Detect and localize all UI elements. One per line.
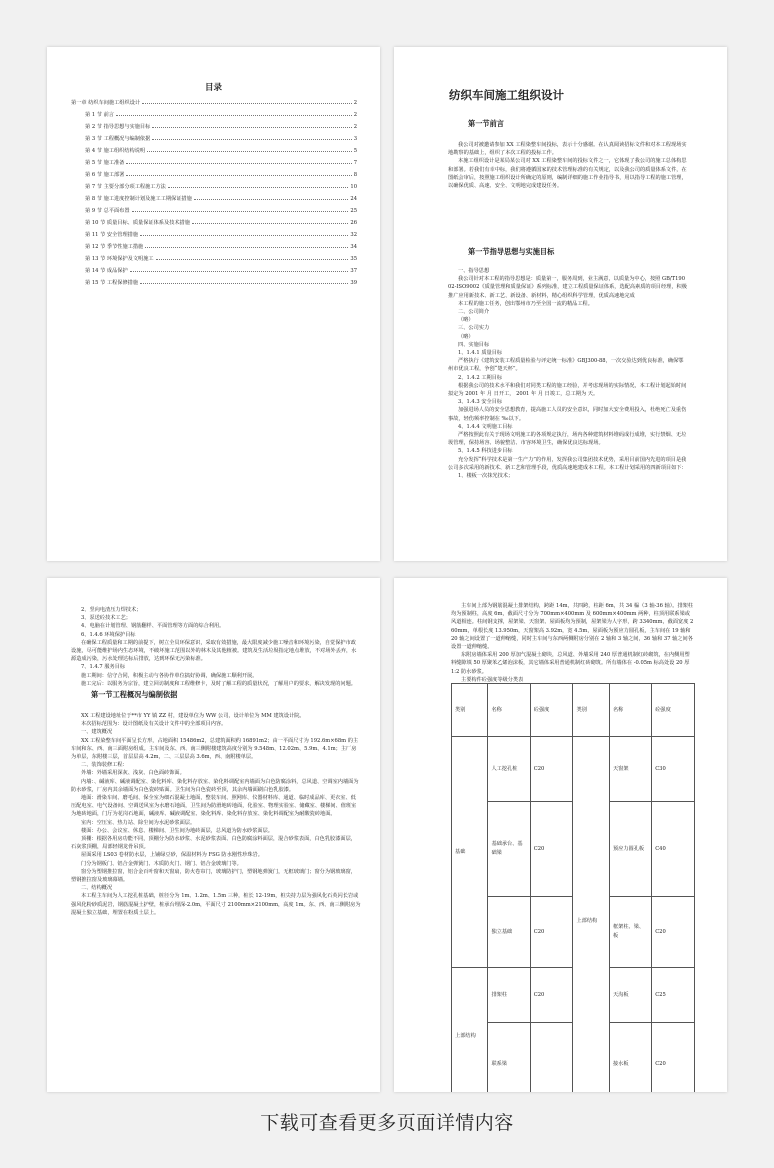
section-title-preface: 第一节前言 bbox=[468, 119, 504, 128]
table-name-cell: 天沟板 bbox=[609, 968, 651, 1023]
toc-entry-page: 39 bbox=[350, 280, 357, 286]
toc-leader-dots bbox=[116, 115, 352, 116]
table-grade-cell: C25 bbox=[652, 968, 695, 1023]
toc-leader-dots bbox=[132, 211, 349, 212]
paragraph: 6、1.4.6 环境保护目标 bbox=[81, 631, 136, 638]
toc-entry-page: 10 bbox=[350, 184, 357, 190]
toc-entry-label: 第一章 纺织车间施工组织设计 bbox=[71, 100, 141, 106]
table-name-cell: 基础承台、基础梁 bbox=[488, 802, 530, 897]
toc-entry-page: 34 bbox=[350, 244, 357, 250]
table-header-cell: 名称 bbox=[609, 684, 651, 737]
table-header-cell: 砼强度 bbox=[530, 684, 573, 737]
paragraph: 施工完后：以服务为宗旨，建立回访制度和工程维修卡，及时了解工程的质量状况，了解用户的要求，解决发现的问题。 bbox=[81, 680, 356, 687]
structure-text bbox=[451, 602, 694, 684]
table-name-cell: 联系梁 bbox=[488, 1023, 530, 1093]
toc-entry[interactable] bbox=[71, 159, 357, 171]
toc-leader-dots bbox=[194, 199, 349, 200]
paragraph: 屋面采用 LS03 卷材防水层，上铺绿豆砂，保温材料为 FSG 防水刚性珍珠岩。 bbox=[81, 852, 263, 859]
paragraph: 内墙：、碱液库、碱液调配室、染化料库、染化料存放室、染化料调配室内墙面为白色防腐涂料，总风道、空调室内墙面为防水砂浆，厂房内其余墙面为白色瓷砖贴面。卫生间为白色瓷砖至顶，其余内墙面刷白色乳胶漆。 bbox=[71, 778, 359, 793]
toc-entry-page: 3 bbox=[353, 136, 357, 142]
toc-entry-label: 第 3 节 工程概况与编制依据 bbox=[85, 136, 151, 142]
toc-leader-dots bbox=[142, 103, 352, 104]
toc-entry[interactable] bbox=[71, 255, 357, 267]
paragraph: 主要构件砼强度等级分类表 bbox=[461, 676, 524, 683]
toc-entry-page: 24 bbox=[350, 196, 357, 202]
toc-entry-page: 5 bbox=[353, 148, 357, 154]
paragraph: 东附房墙体采用 200 厚加气混凝土砌块，总风道、外墙采用 240 厚普通机制红砖砌筑，在内侧用塑料缝隙填 50 厚聚苯乙烯泡沫板，其它墙体采用普通机制红砖砌筑。所有墙体在 -0.05m 标高处设 20 厚 1:2 防水砂浆。 bbox=[451, 652, 690, 675]
toc-entry[interactable] bbox=[71, 207, 357, 219]
paragraph: 我公司针对本工程的指导思想是：质量第一，服务周到，业主满意，以质量为中心，按照 GB/T19002-ISO9002《质量管理和质量保证》系列标准，建立工程质量保证体系，选配高素质的项目经理，积极推广应用新技术、新工艺、新设备、新材料，精心组织科学管理，优质高速地完成 bbox=[448, 276, 687, 299]
toc-entry-label: 第 1 节 前言 bbox=[85, 112, 114, 118]
paragraph: 加强进场人员的安全思想教育，提高施工人员的安全意识，同时加大安全费用投入，杜绝死亡及重伤事故，轻伤频率控制在 ‰以下。 bbox=[448, 407, 687, 422]
toc-entry-page: 2 bbox=[353, 124, 357, 130]
paragraph: 外墙：外墙采用深灰、浅灰、白色面砖饰面。 bbox=[81, 770, 185, 777]
table-header-cell: 砼强度 bbox=[652, 684, 695, 737]
overview-text bbox=[71, 712, 361, 917]
paragraph: （略） bbox=[458, 317, 474, 324]
toc-entry[interactable] bbox=[71, 219, 357, 231]
paragraph: 在确保工程质量和工期的前提下，树立全员环保意识，采取有效措施，最大限度减少施工噪音和环境污染，自觉保护市政设施，尽可能维护场内生态环境，不破坏施工范围以外的林木及其他植被。建筑及生活垃圾指定地点堆放，不对场外丢弃，水源造成污染，污水处理达标后排放，达到环保无污染标准。 bbox=[71, 639, 357, 663]
paragraph: 5、1.4.5 科技进步目标 bbox=[458, 448, 513, 455]
table-grade-cell: C20 bbox=[530, 897, 573, 968]
paragraph: 四、实施目标 bbox=[458, 341, 490, 348]
toc-entry-label: 第 15 节 工程保修措施 bbox=[85, 280, 139, 286]
paragraph: 4、1.4.4 文明施工目标 bbox=[458, 423, 513, 430]
table-header-cell: 类别 bbox=[452, 684, 488, 737]
paragraph: 门分为钢板门、铝合金弹簧门、木质防火门、钢门、铝合金玻璃门等。 bbox=[81, 860, 242, 867]
table-category-cell: 上部结构 bbox=[573, 737, 609, 1093]
table-grade-cell: C20 bbox=[530, 802, 573, 897]
toc-entry[interactable] bbox=[71, 183, 357, 195]
toc-entry[interactable] bbox=[71, 111, 357, 123]
paragraph: 本工程主车间为人工挖孔桩基础，桩径分为 1m、1.2m、1.5m 三种，桩长 12-19m，桩尖持力层为强风化石英闪长岩或强风化粉砂质泥岩，钢筋混凝土护壁，桩承台埋深-2.0m，平面尺寸 2100mm×2100mm，高度 1m。东、西、南三侧附房为混凝土独立基础，埋置在粉质土层上。 bbox=[71, 893, 361, 916]
toc-entry-label: 第 7 节 主要分部分项工程施工方法 bbox=[85, 184, 166, 190]
paragraph: 一、指导思想 bbox=[458, 268, 490, 274]
toc-entry-label: 第 2 节 指导思想与实施目标 bbox=[85, 124, 151, 130]
paragraph: 7、1.4.7 服务目标 bbox=[81, 664, 126, 671]
table-row bbox=[452, 737, 695, 802]
document-page-toc bbox=[47, 47, 380, 561]
toc-entry-page: 2 bbox=[353, 100, 357, 106]
toc-title: 目录 bbox=[204, 83, 222, 93]
toc-entry[interactable] bbox=[71, 243, 357, 255]
paragraph: 施工期间：信守合同，积极主动与各协作单位搞好协调，确保施工顺利开展。 bbox=[81, 672, 258, 679]
toc-entry-label: 第 13 节 环境保护及文明施工 bbox=[85, 256, 154, 262]
paragraph: XX 工程建设地址位于**市 YY 镇 ZZ 村，建设单位为 WW 公司，设计单位为 MM 建筑设计院。 bbox=[81, 713, 305, 719]
toc-leader-dots bbox=[156, 259, 349, 260]
toc-entry[interactable] bbox=[71, 171, 357, 183]
toc-leader-dots bbox=[126, 175, 351, 176]
toc-leader-dots bbox=[152, 127, 351, 128]
paragraph: 3、泵送砼技术工艺； bbox=[81, 615, 131, 622]
paragraph: 2、1.4.2 工期目标 bbox=[458, 374, 503, 381]
toc-entry-label: 第 10 节 质量目标、质量保证体系及技术措施 bbox=[85, 220, 190, 226]
paragraph: 严格按照此有关于现场文明施工的各项规定执行，场内各种建筑材料堆码成行成堆，实行禁烟、无垃圾管理，保持场容、场貌整洁、市容环境卫生，确保优良达标现场。 bbox=[448, 432, 687, 447]
toc-entry-page: 7 bbox=[353, 160, 357, 166]
table-name-cell: 接水板 bbox=[609, 1023, 651, 1093]
toc-entry[interactable] bbox=[71, 99, 357, 111]
table-grade-cell: C20 bbox=[652, 897, 695, 968]
toc-entry-label: 第 4 节 施工组织结构说明 bbox=[85, 148, 146, 154]
paragraph: 一、建筑概况 bbox=[81, 729, 113, 736]
table-name-cell: 独立基础 bbox=[488, 897, 530, 968]
toc-entry-page: 2 bbox=[353, 112, 357, 118]
document-page-2 bbox=[394, 47, 727, 561]
table-grade-cell: C40 bbox=[652, 802, 695, 897]
toc-entry-page: 37 bbox=[350, 268, 357, 274]
toc-leader-dots bbox=[145, 247, 348, 248]
toc-entry[interactable] bbox=[71, 123, 357, 135]
paragraph: 我公司对被邀请参加 XX 工程染整车间投标，表示十分感谢。在认真阅读招标文件和对本工程现场实地勘察的基础上，组织了本次工程的投标工作。 bbox=[448, 142, 687, 157]
paragraph: XX 工程染整车间平面呈长方形，占地面积 15486m2，总建筑面积约 16891m2；由一平面尺寸为 192.6m×68m 的主车间和东、西、南三面附房组成。主车间及东、西、南三侧附楼建筑高度分别为 9.548m、12.02m、5.9m、4.1m；主厂房为单层，东附楼三层，首层层高 4.2m，二、三层层高 3.6m，西、南附楼单层。 bbox=[71, 737, 359, 761]
toc-entry-label: 第 5 节 施工准备 bbox=[85, 160, 125, 166]
paragraph: 根据我公司的技术水平和我们对同类工程的施工经验，并考虑现场的实际情况，本工程计划起始时间拟定为 2001 年 月 日开工， 2001 年 月 日竣工，总工期为 天。 bbox=[448, 382, 687, 398]
download-caption: 下载可查看更多页面详情内容 bbox=[260, 1112, 514, 1134]
paragraph: 地面：滑染车间、磨毛间、保全室为细石混凝土地面，整装车间、照网库、仪器材料库、通道、临时成品库、更衣室、低压配电室、电气设备间、空调送风室为水磨石地面，卫生间为防滑地砖地面，化验室、物理实验室、储藏室、楼梯间、值班室为地砖地面，门厅为花岗石地面，碱液库、碱液调配室、染化料库、染化料存放室、染化料调配室为耐酸瓷砖地面。 bbox=[71, 795, 357, 818]
paragraph: （略） bbox=[458, 333, 474, 340]
table-name-cell: 人工挖孔桩 bbox=[488, 737, 530, 802]
toc-entry-label: 第 8 节 施工进度控制计划及施工工期保证措施 bbox=[85, 196, 192, 202]
paragraph: 三、公司实力 bbox=[458, 325, 490, 332]
table-grade-cell: C20 bbox=[652, 1023, 695, 1093]
toc-entry-label: 第 12 节 季节性施工措施 bbox=[85, 244, 144, 250]
toc-entry[interactable] bbox=[71, 279, 357, 291]
toc-entry-page: 25 bbox=[350, 208, 357, 214]
toc-leader-dots bbox=[140, 283, 348, 284]
goals-text bbox=[71, 606, 361, 688]
section-title-overview: 第一节工程概况与编制依据 bbox=[91, 690, 178, 699]
table-grade-cell: C20 bbox=[530, 968, 573, 1023]
toc-entry[interactable] bbox=[71, 267, 357, 279]
table-header-row bbox=[452, 684, 695, 737]
watermark: ​ bbox=[160, 368, 174, 387]
toc-entry[interactable] bbox=[71, 135, 357, 147]
toc-entry-page: 35 bbox=[350, 256, 357, 262]
table-header-cell: 名称 bbox=[488, 684, 530, 737]
paragraph: 本工程的施工任务，创出鄂州市乃至全国一流的精品工程。 bbox=[458, 300, 593, 307]
paragraph: 充分发挥“科学技术是第一生产力”的作用，发挥我公司集团技术优势，采用目前国内先进的项目是我公司多次采用的新技术、新工艺和管理手段，优质高速地建成本工程。本工程计划采用的四新项目如下： bbox=[448, 456, 687, 471]
toc-entry-page: 32 bbox=[350, 232, 357, 238]
toc-entry[interactable] bbox=[71, 231, 357, 243]
toc-leader-dots bbox=[126, 163, 351, 164]
table-category-cell: 上部结构 bbox=[452, 968, 488, 1093]
paragraph: 楼面：办公、会议室、休息、楼梯间、卫生间为地砖面层，总风道为防水砂浆面层。 bbox=[81, 827, 273, 834]
paragraph: 1、楼板一次抹光技术； bbox=[458, 473, 514, 480]
paragraph: 二、公司简介 bbox=[458, 309, 490, 316]
table-name-cell: 天窗架 bbox=[609, 737, 651, 802]
document-page-4 bbox=[394, 578, 727, 1092]
paragraph: 室内：空压室、热力站、除尘间为水泥砂浆面层。 bbox=[81, 819, 196, 826]
toc-entry-label: 第 6 节 施工部署 bbox=[85, 172, 125, 178]
toc-entry[interactable] bbox=[71, 147, 357, 159]
paragraph: 窗分为塑钢推拉窗，铝合金百叶窗和天窗扇，防火卷帘门，玻璃防护门，塑钢地弹簧门，无框玻璃门；窗分为钢玻璃窗，塑钢推拉窗及玻璃幕墙。 bbox=[71, 868, 356, 884]
section-title-guidance: 第一节指导思想与实施目标 bbox=[468, 247, 555, 256]
toc-list bbox=[71, 99, 357, 291]
toc-leader-dots bbox=[140, 235, 348, 236]
document-title: 纺织车间施工组织设计 bbox=[449, 88, 564, 102]
toc-leader-dots bbox=[168, 187, 349, 188]
paragraph: 本施工组织设计是某局某公司对 XX 工程染整车间的投标文件之一，它体现了我公司的施工总体构思和部署。若我们有幸中标，我们将遵循国家的技术管理标准的有关规定，以及我公司的质量体系文件，在图纸会审后，按照施工组织设计所确定的原则，编制详细的施工作业指导书，用以指导工程的施工管理，以确保优质、高速、安全、文明地完成建设任务。 bbox=[448, 158, 687, 190]
table-header-cell: 类别 bbox=[573, 684, 609, 737]
guidance-text bbox=[448, 267, 688, 480]
toc-entry[interactable] bbox=[71, 195, 357, 207]
toc-leader-dots bbox=[152, 139, 351, 140]
toc-entry-label: 第 11 节 安全管理措施 bbox=[85, 232, 139, 238]
toc-leader-dots bbox=[130, 271, 349, 272]
paragraph: 主车间上部为钢筋混凝土排架结构，跨距 14m，共四跨，柱距 6m，共 34 榀（3 轴-36 轴）。排架柱均为预制柱，高度 6m，截面尺寸分为 700mm×400mm 及 600mm×400mm 两种，柱顶用联系梁或风道相连。柱间钢支撑，屋架梁、天窗架、屋面板均为预制，屋架梁为人字形，跨 3340mm，截面宽度 260mm，单根长度 13.950m，天窗架高 3.92m，宽 4.5m，屋面板为预应力圆孔板，主车间在 19 轴和 20 轴之间设置了一道伸缩缝，同时主车间与东西两侧附房分别在 2 轴和 3 轴之间，36 轴和 37 轴之间各设置一道伸缩缝。 bbox=[451, 603, 694, 651]
toc-entry-label: 第 14 节 成品保护 bbox=[85, 268, 128, 274]
table-name-cell: 预应力圆孔板 bbox=[609, 802, 651, 897]
table-grade-cell bbox=[530, 1023, 573, 1093]
paragraph: 1、1.4.1 质量目标 bbox=[458, 350, 503, 357]
table-name-cell: 排架柱 bbox=[488, 968, 530, 1023]
paragraph: 3、1.4.3 安全目标 bbox=[458, 399, 503, 406]
paragraph: 4、电脑在计划管理、钢筋翻样、平面管理等方面的综合利用。 bbox=[81, 623, 225, 630]
paragraph: 本次招标范围为：设计图纸及有关设计文件中的全部项目内容。 bbox=[81, 721, 227, 728]
toc-entry-page: 8 bbox=[353, 172, 357, 178]
paragraph: 二、结构概况 bbox=[81, 885, 113, 892]
table-category-cell: 基础 bbox=[452, 737, 488, 968]
table-name-cell: 框架柱、梁、板 bbox=[609, 897, 651, 968]
paragraph: 顶棚：根据各用房功能不同，顶棚分为防水砂浆、水泥砂浆表面、白色防腐涂料面层，混合砂浆表面，白色乳胶漆面层，石灰浆顶棚，局部轻钢龙骨吊顶。 bbox=[71, 836, 356, 851]
table-grade-cell: C20 bbox=[530, 737, 573, 802]
toc-leader-dots bbox=[192, 223, 348, 224]
concrete-grade-table bbox=[451, 683, 695, 1092]
toc-entry-page: 26 bbox=[350, 220, 357, 226]
toc-leader-dots bbox=[147, 151, 352, 152]
paragraph: 严格执行《建筑安装工程质量检验与评定统一标准》GBJ300-88，一次交验达到优良标准，确保鄂州市优良工程，争创“楚天杯”。 bbox=[448, 358, 684, 373]
toc-entry-label: 第 9 节 总平面布置 bbox=[85, 208, 130, 214]
table-grade-cell: C30 bbox=[652, 737, 695, 802]
document-page-3 bbox=[47, 578, 380, 1092]
paragraph: 2、竖向电渣压力焊技术； bbox=[81, 607, 142, 613]
preface-text bbox=[448, 141, 688, 190]
paragraph: 二、装饰装修工程： bbox=[81, 762, 128, 769]
